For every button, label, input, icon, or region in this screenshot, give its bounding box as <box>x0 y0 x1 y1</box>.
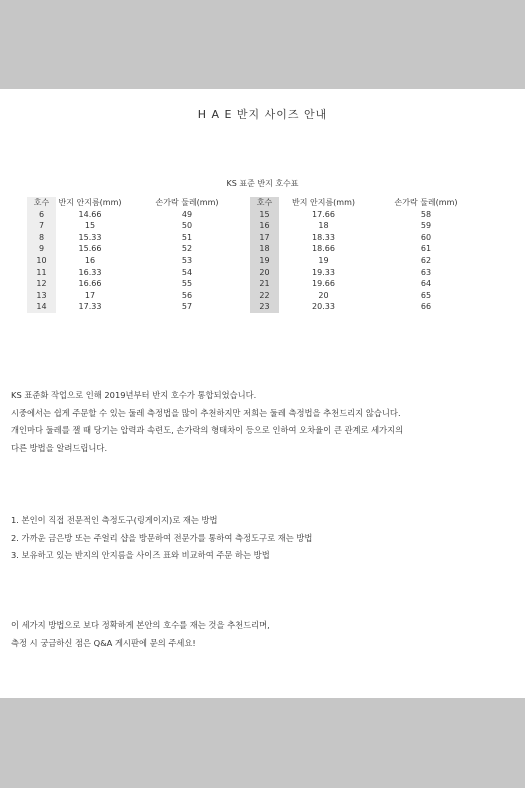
cell-circumference: 62 <box>420 255 432 265</box>
table-row <box>27 290 484 302</box>
cell-size-no: 6 <box>27 209 56 221</box>
cell-inner-diameter: 15 <box>84 221 96 231</box>
size-guide-sheet <box>0 89 525 698</box>
ring-size-table <box>27 197 484 313</box>
notice-line: 시중에서는 쉽게 주문할 수 있는 둘레 측정법을 많이 추천하지만 저희는 둘레 측정법을 추천드리지 않습니다. <box>11 407 401 418</box>
cell-inner-diameter: 17.66 <box>312 209 335 219</box>
cell-inner-diameter: 18.33 <box>312 232 335 242</box>
cell-circumference: 60 <box>420 232 432 242</box>
notice-line: KS 표준화 작업으로 인해 2019년부터 반지 호수가 통합되었습니다. <box>11 390 257 400</box>
cell-inner-diameter: 18 <box>318 221 329 231</box>
cell-size-no: 10 <box>27 255 56 267</box>
table-row <box>27 255 484 267</box>
header-size-no: 호수 <box>250 197 279 209</box>
closing-paragraph <box>11 617 270 652</box>
cell-inner-diameter: 17 <box>84 290 96 300</box>
notice-line: 다른 방법을 알려드립니다. <box>11 442 108 453</box>
closing-line: 측정 시 궁금하신 점은 Q&A 게시판에 문의 주세요! <box>11 637 196 648</box>
header-circumference: 손가락 둘레(mm) <box>394 198 458 207</box>
cell-size-no: 21 <box>250 278 279 290</box>
header-inner-diameter: 반지 안지름(mm) <box>291 198 355 207</box>
table-row <box>27 301 484 313</box>
cell-circumference: 64 <box>420 279 432 289</box>
cell-circumference: 63 <box>420 267 432 277</box>
table-row <box>27 267 484 279</box>
cell-circumference: 61 <box>420 244 432 254</box>
cell-size-no: 14 <box>27 301 56 313</box>
table-row <box>27 243 484 255</box>
cell-inner-diameter: 19.33 <box>312 267 335 277</box>
cell-circumference: 56 <box>181 290 193 300</box>
cell-circumference: 66 <box>420 302 432 312</box>
cell-inner-diameter: 20 <box>318 290 329 300</box>
header-size-no: 호수 <box>27 197 56 209</box>
cell-inner-diameter: 18.66 <box>312 244 335 254</box>
table-row <box>27 232 484 244</box>
cell-size-no: 9 <box>27 243 56 255</box>
cell-size-no: 8 <box>27 232 56 244</box>
cell-size-no: 23 <box>250 301 279 313</box>
header-circumference: 손가락 둘레(mm) <box>155 198 219 207</box>
cell-inner-diameter: 16 <box>84 255 96 265</box>
cell-inner-diameter: 19.66 <box>312 279 335 289</box>
cell-inner-diameter: 16.33 <box>78 267 102 277</box>
bottom-gray-band <box>0 698 525 788</box>
closing-line: 이 세가지 방법으로 보다 정확하게 본안의 호수를 재는 것을 추천드리며, <box>11 620 270 630</box>
cell-size-no: 17 <box>250 232 279 244</box>
cell-size-no: 18 <box>250 243 279 255</box>
notice-paragraph <box>11 387 403 457</box>
cell-circumference: 59 <box>420 221 432 231</box>
table-row <box>27 209 484 221</box>
cell-size-no: 11 <box>27 267 56 279</box>
cell-inner-diameter: 14.66 <box>78 209 102 219</box>
cell-circumference: 49 <box>181 209 193 219</box>
cell-size-no: 22 <box>250 290 279 302</box>
cell-circumference: 58 <box>420 209 432 219</box>
cell-size-no: 15 <box>250 209 279 221</box>
cell-circumference: 57 <box>181 302 193 312</box>
top-gray-band <box>0 0 525 89</box>
table-header-row <box>27 197 484 209</box>
cell-circumference: 53 <box>181 255 193 265</box>
table-caption: KS 표준 반지 호수표 <box>226 179 299 188</box>
cell-circumference: 50 <box>181 221 193 231</box>
cell-size-no: 20 <box>250 267 279 279</box>
cell-inner-diameter: 19 <box>318 255 329 265</box>
method-item: 3. 보유하고 있는 반지의 안지름을 사이즈 표와 비교하여 주문 하는 방법 <box>11 550 270 560</box>
cell-circumference: 55 <box>181 279 193 289</box>
methods-list <box>11 512 312 565</box>
notice-line: 개인마다 둘레를 잴 때 당기는 압력과 속련도, 손가락의 형태차이 등으로 인하여 오차율이 큰 관계로 세가지의 <box>11 425 404 435</box>
header-inner-diameter: 반지 안지름(mm) <box>58 198 122 207</box>
cell-size-no: 16 <box>250 220 279 232</box>
cell-size-no: 19 <box>250 255 279 267</box>
method-item: 1. 본인이 직접 전문적인 측정도구(링게이지)로 재는 방법 <box>11 515 218 525</box>
cell-size-no: 13 <box>27 290 56 302</box>
cell-circumference: 51 <box>181 232 193 242</box>
cell-circumference: 54 <box>181 267 193 277</box>
table-row <box>27 220 484 232</box>
cell-size-no: 12 <box>27 278 56 290</box>
cell-inner-diameter: 15.66 <box>78 244 102 254</box>
cell-inner-diameter: 16.66 <box>78 279 102 289</box>
cell-circumference: 65 <box>420 290 432 300</box>
cell-size-no: 7 <box>27 220 56 232</box>
cell-inner-diameter: 17.33 <box>78 302 102 312</box>
table-row <box>27 278 484 290</box>
cell-circumference: 52 <box>181 244 193 254</box>
page-title: H A E 반지 사이즈 안내 <box>197 108 328 121</box>
cell-inner-diameter: 15.33 <box>78 232 102 242</box>
method-item: 2. 가까운 금은방 또는 주얼리 샵을 방문하여 전문가를 통하여 측정도구로 재는 방법 <box>11 532 313 543</box>
cell-inner-diameter: 20.33 <box>312 302 335 312</box>
